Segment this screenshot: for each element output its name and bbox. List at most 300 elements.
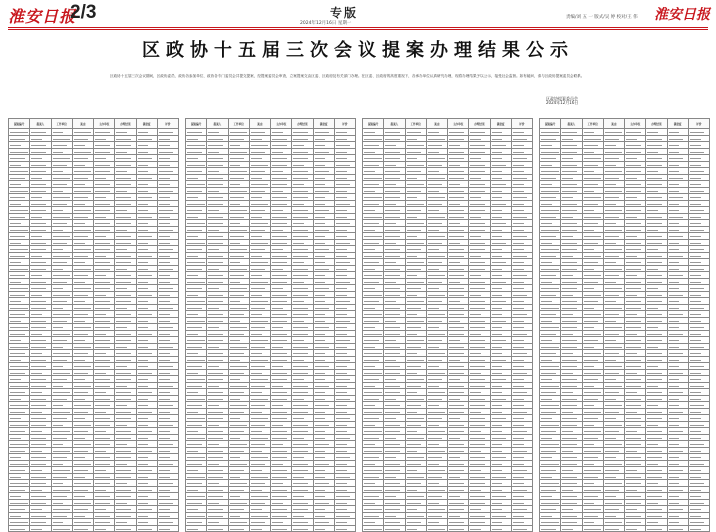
cell-text-line [605, 158, 620, 159]
table-header-cell: 提案编号 [363, 119, 384, 129]
cell-text-line [10, 516, 21, 517]
cell-text-line [53, 353, 71, 354]
cell-text-line [74, 321, 85, 322]
table-cell [271, 525, 292, 532]
cell-text-line [562, 158, 573, 159]
cell-text-line [492, 483, 503, 484]
intro-paragraph: 区政协十五届三次会议期间，区政协委员、政协各参加单位、政协各专门委员会共提交提案，经提案委员会审查，立案提案交由区委、区政府及有关部门办理。在区委、区政府的高度重视下，各承办单位认真研究办理，现将办理结果予以公示，接受社会监督。如有疑问，请与区政协提案委员会联系。 [110, 74, 585, 78]
cell-text-line [605, 139, 620, 140]
cell-text-line [116, 522, 127, 523]
cell-text-line [690, 431, 701, 432]
cell-text-line [562, 301, 577, 302]
cell-text-line [53, 490, 71, 491]
cell-text-line [449, 405, 464, 406]
cell-text-line [364, 399, 379, 400]
cell-text-line [449, 399, 460, 400]
cell-text-line [449, 191, 464, 192]
cell-text-line [626, 197, 637, 198]
cell-text-line [428, 236, 446, 237]
cell-text-line [513, 373, 528, 374]
cell-text-line [407, 204, 425, 205]
cell-text-line [669, 451, 684, 452]
cell-text-line [159, 256, 170, 257]
cell-text-line [230, 236, 245, 237]
cell-text-line [159, 334, 170, 335]
cell-text-line [251, 470, 262, 471]
cell-text-line [10, 171, 28, 172]
cell-text-line [669, 470, 684, 471]
table-cell [667, 525, 688, 532]
cell-text-line [272, 529, 287, 530]
cell-text-line [53, 314, 71, 315]
cell-text-line [407, 145, 425, 146]
cell-text-line [562, 152, 577, 153]
cell-text-line [364, 184, 379, 185]
cell-text-line [10, 314, 25, 315]
cell-text-line [626, 392, 637, 393]
cell-text-line [272, 464, 283, 465]
cell-text-line [605, 145, 616, 146]
table-header-cell: 提案人 [207, 119, 228, 129]
cell-text-line [492, 509, 503, 510]
cell-text-line [605, 438, 616, 439]
cell-text-line [584, 145, 599, 146]
cell-text-line [315, 171, 330, 172]
cell-text-line [562, 327, 577, 328]
cell-text-line [626, 373, 637, 374]
cell-text-line [584, 334, 602, 335]
cell-text-line [53, 158, 71, 159]
cell-text-line [208, 353, 223, 354]
cell-text-line [605, 360, 616, 361]
cell-text-line [315, 431, 326, 432]
cell-text-line [53, 529, 71, 530]
cell-text-line [669, 301, 680, 302]
cell-text-line [562, 275, 573, 276]
cell-text-line [470, 217, 481, 218]
cell-text-line [428, 496, 443, 497]
cell-text-line [138, 295, 153, 296]
table-cell [625, 525, 646, 532]
cell-text-line [647, 490, 662, 491]
cell-text-line [605, 379, 616, 380]
cell-text-line [541, 360, 552, 361]
cell-text-line [492, 301, 507, 302]
cell-text-line [230, 282, 241, 283]
cell-text-line [272, 366, 283, 367]
cell-text-line [293, 243, 304, 244]
cell-text-line [95, 496, 110, 497]
cell-text-line [584, 152, 595, 153]
cell-text-line [159, 184, 170, 185]
cell-text-line [385, 340, 396, 341]
table-cell [228, 525, 249, 532]
cell-text-line [669, 334, 684, 335]
cell-text-line [74, 477, 85, 478]
cell-text-line [31, 152, 46, 153]
cell-text-line [626, 490, 637, 491]
cell-text-line [605, 230, 623, 231]
cell-text-line [647, 366, 658, 367]
cell-text-line [647, 249, 658, 250]
cell-text-line [364, 210, 375, 211]
cell-text-line [230, 412, 245, 413]
cell-text-line [31, 529, 42, 530]
cell-text-line [449, 204, 460, 205]
cell-text-line [513, 509, 528, 510]
cell-text-line [10, 477, 21, 478]
cell-text-line [95, 230, 110, 231]
cell-text-line [74, 217, 89, 218]
table-column-3 [362, 118, 533, 496]
cell-text-line [251, 392, 262, 393]
cell-text-line [208, 210, 219, 211]
cell-text-line [95, 243, 110, 244]
cell-text-line [208, 516, 223, 517]
cell-text-line [449, 223, 460, 224]
cell-text-line [336, 444, 347, 445]
cell-text-line [74, 197, 89, 198]
cell-text-line [385, 223, 396, 224]
cell-text-line [272, 275, 287, 276]
cell-text-line [251, 145, 269, 146]
cell-text-line [407, 288, 422, 289]
cell-text-line [293, 236, 308, 237]
newspaper-logo: 淮安日报 [8, 7, 77, 26]
cell-text-line [251, 464, 266, 465]
cell-text-line [647, 334, 662, 335]
cell-text-line [364, 431, 382, 432]
cell-text-line [562, 522, 577, 523]
cell-text-line [428, 509, 446, 510]
cell-text-line [272, 503, 283, 504]
cell-text-line [669, 197, 684, 198]
cell-text-line [541, 412, 556, 413]
cell-text-line [251, 483, 266, 484]
cell-text-line [584, 379, 599, 380]
cell-text-line [428, 340, 443, 341]
cell-text-line [605, 152, 623, 153]
cell-text-line [407, 158, 418, 159]
cell-text-line [159, 158, 170, 159]
cell-text-line [208, 444, 219, 445]
cell-text-line [31, 301, 46, 302]
cell-text-line [407, 301, 425, 302]
cell-text-line [513, 262, 524, 263]
cell-text-line [541, 451, 556, 452]
cell-text-line [449, 230, 464, 231]
cell-text-line [230, 405, 248, 406]
cell-text-line [159, 171, 174, 172]
cell-text-line [230, 340, 241, 341]
table-cell [207, 525, 228, 532]
cell-text-line [116, 405, 127, 406]
cell-text-line [138, 178, 153, 179]
cell-text-line [385, 132, 400, 133]
cell-text-line [470, 412, 481, 413]
table-header-cell: 主办单位 [625, 119, 646, 129]
cell-text-line [647, 347, 658, 348]
cell-text-line [31, 275, 42, 276]
cell-text-line [690, 158, 701, 159]
cell-text-line [492, 256, 503, 257]
cell-text-line [208, 308, 219, 309]
cell-text-line [31, 327, 46, 328]
cell-text-line [605, 236, 620, 237]
cell-text-line [74, 470, 89, 471]
cell-text-line [251, 256, 262, 257]
cell-text-line [449, 282, 460, 283]
cell-text-line [470, 321, 485, 322]
cell-text-line [116, 262, 131, 263]
cell-text-line [364, 522, 375, 523]
cell-text-line [513, 236, 528, 237]
table-cell [646, 525, 667, 532]
cell-text-line [690, 256, 701, 257]
cell-text-line [116, 451, 131, 452]
cell-text-line [584, 457, 599, 458]
cell-text-line [449, 197, 464, 198]
cell-text-line [31, 431, 42, 432]
cell-text-line [31, 386, 46, 387]
cell-text-line [315, 269, 330, 270]
table-header-cell: 办理结果 [292, 119, 313, 129]
cell-text-line [293, 522, 308, 523]
cell-text-line [315, 360, 326, 361]
cell-text-line [364, 496, 379, 497]
cell-text-line [336, 262, 351, 263]
cell-text-line [293, 366, 308, 367]
cell-text-line [53, 457, 68, 458]
cell-text-line [116, 340, 131, 341]
cell-text-line [251, 366, 266, 367]
cell-text-line [315, 418, 326, 419]
cell-text-line [315, 490, 326, 491]
cell-text-line [669, 288, 680, 289]
results-table [362, 118, 533, 532]
cell-text-line [449, 483, 464, 484]
cell-text-line [385, 386, 400, 387]
cell-text-line [53, 347, 64, 348]
cell-text-line [74, 178, 89, 179]
cell-text-line [272, 418, 287, 419]
cell-text-line [513, 275, 528, 276]
cell-text-line [208, 379, 223, 380]
cell-text-line [513, 158, 528, 159]
cell-text-line [385, 327, 400, 328]
cell-text-line [541, 282, 552, 283]
cell-text-line [562, 197, 573, 198]
cell-text-line [272, 334, 287, 335]
cell-text-line [95, 301, 110, 302]
cell-text-line [315, 191, 330, 192]
cell-text-line [541, 522, 559, 523]
cell-text-line [513, 522, 524, 523]
cell-text-line [407, 418, 425, 419]
cell-text-line [336, 451, 347, 452]
cell-text-line [208, 217, 223, 218]
cell-text-line [513, 165, 524, 166]
cell-text-line [690, 496, 701, 497]
cell-text-line [230, 327, 248, 328]
cell-text-line [74, 509, 89, 510]
cell-text-line [541, 340, 552, 341]
cell-text-line [541, 158, 556, 159]
cell-text-line [562, 490, 573, 491]
cell-text-line [626, 425, 641, 426]
cell-text-line [385, 470, 400, 471]
cell-text-line [230, 509, 245, 510]
cell-text-line [669, 431, 684, 432]
cell-text-line [138, 210, 149, 211]
table-cell [469, 525, 490, 532]
cell-text-line [385, 184, 396, 185]
cell-text-line [116, 178, 131, 179]
cell-text-line [492, 438, 507, 439]
cell-text-line [53, 483, 64, 484]
cell-text-line [208, 425, 219, 426]
cell-text-line [53, 399, 68, 400]
cell-text-line [669, 243, 680, 244]
cell-text-line [10, 321, 21, 322]
cell-text-line [584, 197, 602, 198]
cell-text-line [385, 405, 400, 406]
cell-text-line [562, 431, 573, 432]
cell-text-line [251, 165, 269, 166]
cell-text-line [138, 165, 149, 166]
cell-text-line [159, 152, 174, 153]
cell-text-line [364, 490, 382, 491]
cell-text-line [74, 139, 89, 140]
cell-text-line [315, 165, 326, 166]
cell-text-line [95, 516, 110, 517]
cell-text-line [647, 360, 662, 361]
cell-text-line [626, 509, 637, 510]
cell-text-line [513, 184, 524, 185]
cell-text-line [293, 191, 308, 192]
cell-text-line [74, 405, 92, 406]
cell-text-line [95, 373, 106, 374]
cell-text-line [449, 243, 460, 244]
cell-text-line [336, 217, 347, 218]
cell-text-line [272, 516, 287, 517]
cell-text-line [208, 327, 219, 328]
table-header-cell: 主办单位 [448, 119, 469, 129]
cell-text-line [10, 457, 21, 458]
cell-text-line [385, 464, 400, 465]
cell-text-line [10, 347, 28, 348]
cell-text-line [95, 425, 110, 426]
cell-text-line [95, 204, 110, 205]
results-table [185, 118, 356, 532]
cell-text-line [272, 249, 283, 250]
cell-text-line [74, 340, 85, 341]
cell-text-line [272, 210, 283, 211]
cell-text-line [492, 529, 503, 530]
cell-text-line [562, 509, 573, 510]
cell-text-line [470, 418, 485, 419]
cell-text-line [562, 438, 577, 439]
cell-text-line [690, 288, 705, 289]
cell-text-line [584, 295, 602, 296]
cell-text-line [492, 236, 503, 237]
cell-text-line [647, 262, 662, 263]
cell-text-line [364, 340, 379, 341]
cell-text-line [364, 256, 382, 257]
cell-text-line [10, 405, 28, 406]
cell-text-line [10, 249, 28, 250]
table-header-row [540, 119, 710, 129]
cell-text-line [669, 373, 684, 374]
cell-text-line [428, 418, 443, 419]
cell-text-line [293, 184, 304, 185]
cell-text-line [407, 360, 425, 361]
cell-text-line [116, 132, 127, 133]
cell-text-line [385, 483, 400, 484]
cell-text-line [690, 191, 705, 192]
cell-text-line [159, 230, 174, 231]
cell-text-line [562, 360, 577, 361]
cell-text-line [584, 327, 595, 328]
table-cell [384, 525, 405, 532]
cell-text-line [31, 184, 46, 185]
cell-text-line [584, 418, 599, 419]
cell-text-line [95, 444, 110, 445]
cell-text-line [31, 412, 42, 413]
cell-text-line [669, 158, 684, 159]
cell-text-line [159, 132, 174, 133]
cell-text-line [272, 288, 283, 289]
cell-text-line [584, 490, 602, 491]
cell-text-line [470, 438, 485, 439]
cell-text-line [293, 132, 308, 133]
cell-text-line [626, 399, 641, 400]
cell-text-line [208, 438, 223, 439]
cell-text-line [669, 392, 684, 393]
cell-text-line [690, 230, 705, 231]
cell-text-line [364, 282, 379, 283]
cell-text-line [605, 451, 620, 452]
cell-text-line [336, 418, 351, 419]
cell-text-line [251, 457, 269, 458]
cell-text-line [669, 282, 680, 283]
cell-text-line [407, 373, 418, 374]
cell-text-line [293, 373, 308, 374]
cell-text-line [605, 457, 616, 458]
table-cell [540, 525, 561, 532]
cell-text-line [626, 249, 641, 250]
cell-text-line [364, 288, 375, 289]
cell-text-line [626, 522, 641, 523]
cell-text-line [449, 210, 464, 211]
cell-text-line [385, 314, 400, 315]
cell-text-line [159, 366, 174, 367]
cell-text-line [584, 464, 595, 465]
cell-text-line [187, 366, 202, 367]
cell-text-line [541, 308, 559, 309]
cell-text-line [492, 204, 507, 205]
cell-text-line [53, 243, 68, 244]
cell-text-line [669, 353, 684, 354]
cell-text-line [315, 399, 326, 400]
cell-text-line [407, 366, 422, 367]
cell-text-line [669, 165, 680, 166]
cell-text-line [336, 483, 347, 484]
cell-text-line [293, 230, 308, 231]
cell-text-line [336, 366, 347, 367]
cell-text-line [626, 158, 637, 159]
cell-text-line [470, 314, 481, 315]
